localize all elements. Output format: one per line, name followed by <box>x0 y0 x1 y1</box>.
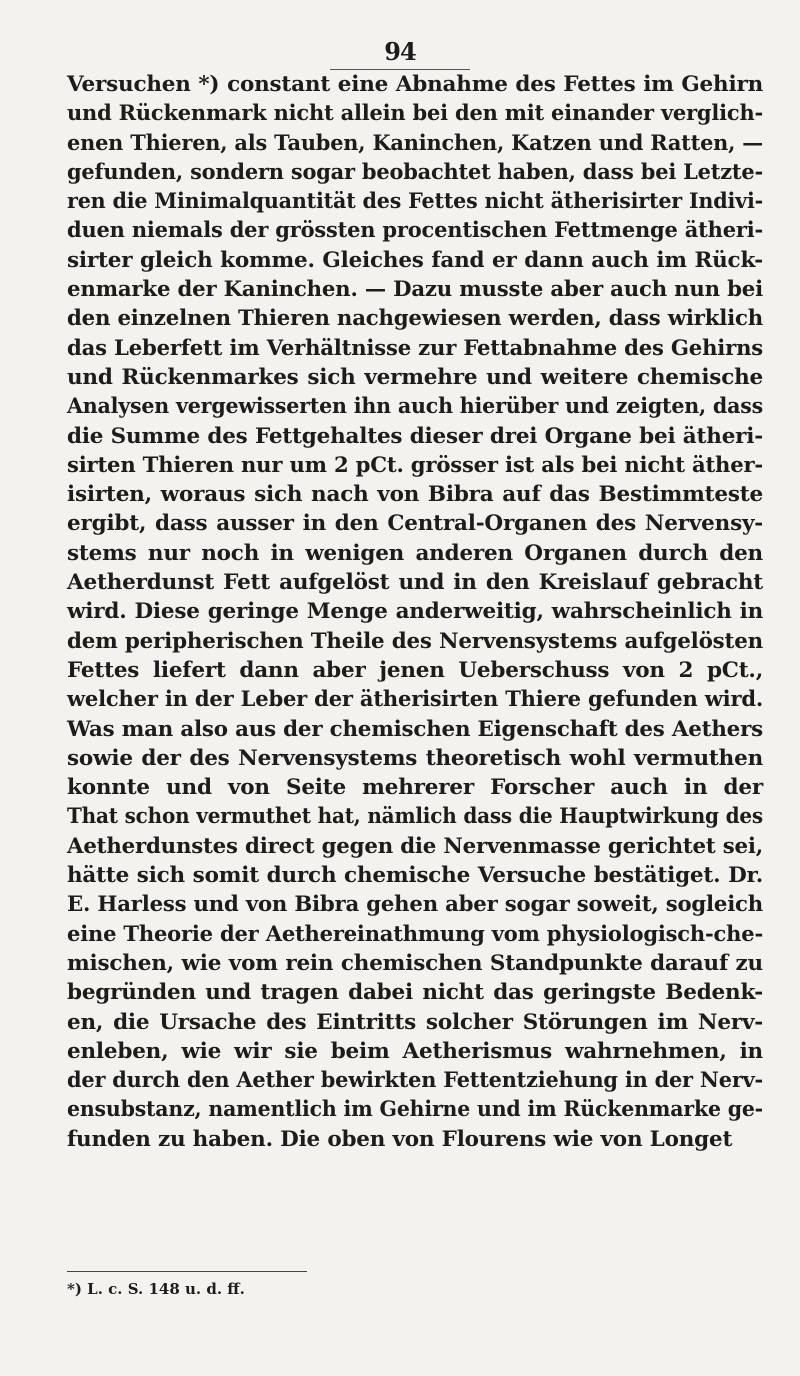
text-line: Aetherdunstes direct gegen die Nervenmasse gerichtet sei, <box>67 833 763 859</box>
footnote-rule <box>67 1271 307 1272</box>
text-line: sowie der des Nervensystems theoretisch wohl vermuthen <box>67 745 763 771</box>
text-line: der durch den Aether bewirkten Fettentziehung in der Nerv- <box>67 1068 763 1094</box>
text-line: enmarke der Kaninchen. — Dazu musste aber auch nun bei <box>67 277 763 303</box>
text-line: und Rückenmarkes sich vermehre und weitere chemische <box>67 364 763 390</box>
text-line: sirten Thieren nur um 2 pCt. grösser ist als bei nicht äther- <box>67 452 763 478</box>
text-line: begründen und tragen dabei nicht das geringste Bedenk- <box>67 980 763 1006</box>
text-line: den einzelnen Thieren nachgewiesen werden, dass wirklich <box>67 306 763 332</box>
text-line: welcher in der Leber der ätherisirten Thiere gefunden wird. <box>67 687 763 713</box>
text-line: E. Harless und von Bibra gehen aber sogar soweit, sogleich <box>67 892 763 918</box>
text-line: isirten, woraus sich nach von Bibra auf das Bestimmteste <box>67 482 763 508</box>
text-line: funden zu haben. Die oben von Flourens wie von Longet <box>67 1126 733 1152</box>
text-line: eine Theorie der Aethereinathmung vom physiologisch-che- <box>67 921 763 947</box>
text-line: dem peripherischen Theile des Nervensystems aufgelösten <box>67 628 763 654</box>
text-line: enleben, wie wir sie beim Aetherismus wahrnehmen, in <box>67 1038 763 1064</box>
text-line: sirter gleich komme. Gleiches fand er dann auch im Rück- <box>67 247 763 273</box>
text-line: Was man also aus der chemischen Eigenschaft des Aethers <box>67 716 763 742</box>
text-line: enen Thieren, als Tauben, Kaninchen, Katzen und Ratten, — <box>67 130 763 156</box>
text-line: Fettes liefert dann aber jenen Ueberschuss von 2 pCt., <box>67 657 763 683</box>
text-line: Aetherdunst Fett aufgelöst und in den Kreislauf gebracht <box>67 570 763 596</box>
page-number: 94 <box>384 37 416 66</box>
text-line: ergibt, dass ausser in den Central-Organen des Nervensy- <box>67 511 763 537</box>
text-line: That schon vermuthet hat, nämlich dass die Hauptwirkung des <box>67 804 763 830</box>
text-line: und Rückenmark nicht allein bei den mit einander verglich- <box>67 101 763 127</box>
body-text <box>67 70 767 1154</box>
text-line: das Leberfett im Verhältnisse zur Fettabnahme des Gehirns <box>67 335 763 361</box>
text-line: die Summe des Fettgehaltes dieser drei Organe bei ätheri- <box>67 423 763 449</box>
text-line: konnte und von Seite mehrerer Forscher auch in der <box>67 775 763 801</box>
text-line: hätte sich somit durch chemische Versuche bestätiget. Dr. <box>67 863 763 889</box>
footnote: *) L. c. S. 148 u. d. ff. <box>67 1280 245 1298</box>
text-line: duen niemals der grössten procentischen Fettmenge ätheri- <box>67 218 763 244</box>
text-line: ren die Minimalquantität des Fettes nicht ätherisirter Indivi- <box>67 189 763 215</box>
text-line: gefunden, sondern sogar beobachtet haben, dass bei Letzte- <box>67 159 763 185</box>
text-line: Versuchen *) constant eine Abnahme des Fettes im Gehirn <box>67 72 763 97</box>
text-line: ensubstanz, namentlich im Gehirne und im Rückenmarke ge- <box>67 1097 763 1123</box>
text-line: mischen, wie vom rein chemischen Standpunkte darauf zu <box>67 950 763 976</box>
text-line: stems nur noch in wenigen anderen Organen durch den <box>67 540 763 566</box>
text-line: en, die Ursache des Eintritts solcher Störungen im Nerv- <box>67 1009 763 1035</box>
text-line: wird. Diese geringe Menge anderweitig, wahrscheinlich in <box>67 599 763 625</box>
text-line: Analysen vergewisserten ihn auch hierüber und zeigten, dass <box>67 394 763 420</box>
